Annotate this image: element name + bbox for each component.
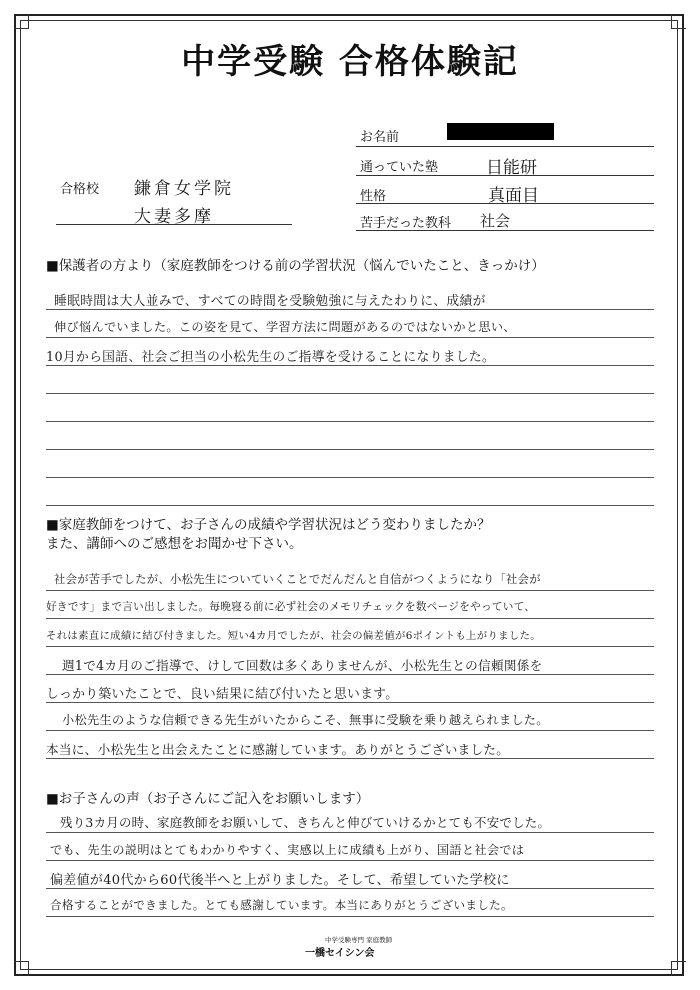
ruled-line	[46, 702, 654, 703]
ruled-line	[46, 832, 654, 833]
handwritten-line: 好きです」まで言い出しました。毎晩寝る前に必ず社会のメモリチェックを数ページをやっていて、	[46, 601, 536, 613]
ruled-line	[46, 674, 654, 675]
personality-value: 真面目	[488, 186, 539, 206]
section-heading: ■保護者の方より（家庭教師をつける前の学習状況（悩んでいたこと、きっかけ）	[46, 258, 545, 274]
ruled-line	[46, 860, 654, 861]
ruled-line	[46, 505, 654, 506]
handwritten-line: 社会が苦手でしたが、小松先生についていくことでだんだんと自信がつくようになり「社会が	[54, 573, 541, 586]
handwritten-line: 伸び悩んでいました。この姿を見て、学習方法に問題があるのではないかと思い、	[54, 320, 516, 334]
info-rule	[56, 224, 292, 225]
school-value-1: 鎌倉女学院	[134, 179, 234, 199]
corner-decoration	[14, 14, 29, 29]
ruled-line	[46, 646, 654, 647]
logo-subtitle: 中学受験専門 家庭教師	[325, 936, 393, 944]
ruled-line	[46, 758, 654, 759]
juku-label: 通っていた塾	[360, 160, 439, 175]
corner-decoration	[14, 961, 29, 976]
corner-decoration	[671, 961, 686, 976]
handwritten-line: 小松先生のような信頼できる先生がいたからこそ、無事に受験を乗り越えられました。	[62, 713, 549, 727]
section-heading-sub: また、講師へのご感想をお聞かせ下さい。	[46, 536, 303, 552]
ruled-line	[46, 916, 654, 917]
personality-label: 性格	[360, 189, 387, 204]
handwritten-line: それは素直に成績に結び付きました。短い4カ月でしたが、社会の偏差値が6ポイントも上がりました。	[46, 630, 541, 642]
page-title: 中学受験 合格体験記	[181, 42, 519, 82]
weak-subject-value: 社会	[480, 212, 511, 230]
ruled-line	[46, 730, 654, 731]
ruled-line	[46, 449, 654, 450]
logo-name: 一橋セイシン会	[305, 948, 375, 959]
info-rule	[356, 175, 654, 176]
section-heading: ■お子さんの声（お子さんにご記入をお願いします）	[46, 791, 370, 807]
school-value-2: 大妻多摩	[134, 207, 214, 227]
info-rule	[356, 203, 654, 204]
redacted-name	[447, 123, 554, 140]
ruled-line	[46, 590, 654, 591]
handwritten-line: しっかり築いたことで、良い結果に結び付いたと思います。	[46, 687, 399, 702]
ruled-line	[46, 309, 654, 310]
ruled-line	[46, 421, 654, 422]
ruled-line	[46, 393, 654, 394]
ruled-line	[46, 337, 654, 338]
ruled-line	[46, 477, 654, 478]
ruled-line	[46, 618, 654, 619]
name-label: お名前	[360, 130, 400, 145]
juku-value: 日能研	[486, 158, 537, 178]
handwritten-line: 偏差値が40代から60代後半へと上がりました。そして、希望していた学校に	[50, 873, 510, 888]
handwritten-line: 睡眠時間は大人並みで、すべての時間を受験勉強に与えたわりに、成績が	[54, 294, 486, 309]
handwritten-line: 週1で4カ月のご指導で、けして回数は多くありませんが、小松先生との信頼関係を	[62, 658, 543, 673]
handwritten-line: 合格することができました。とても感謝しています。本当にありがとうございました。	[50, 898, 513, 912]
handwritten-line: でも、先生の説明はとてもわかりやすく、実感以上に成績も上がり、国語と社会では	[50, 843, 525, 857]
info-rule	[356, 146, 654, 147]
handwritten-line: 本当に、小松先生と出会えたことに感謝しています。ありがとうございました。	[46, 742, 510, 757]
info-rule	[356, 230, 654, 231]
school-label: 合格校	[60, 182, 100, 197]
weak-subject-label: 苦手だった教科	[360, 216, 452, 231]
ruled-line	[46, 365, 654, 366]
ruled-line	[46, 888, 654, 889]
section-heading: ■家庭教師をつけて、お子さんの成績や学習状況はどう変わりましたか？	[46, 517, 491, 533]
handwritten-line: 10月から国語、社会ご担当の小松先生のご指導を受けることになりました。	[46, 350, 496, 365]
corner-decoration	[671, 14, 686, 29]
handwritten-line: 残り3カ月の時、家庭教師をお願いして、きちんと伸びていけるかとても不安でした。	[60, 815, 551, 830]
